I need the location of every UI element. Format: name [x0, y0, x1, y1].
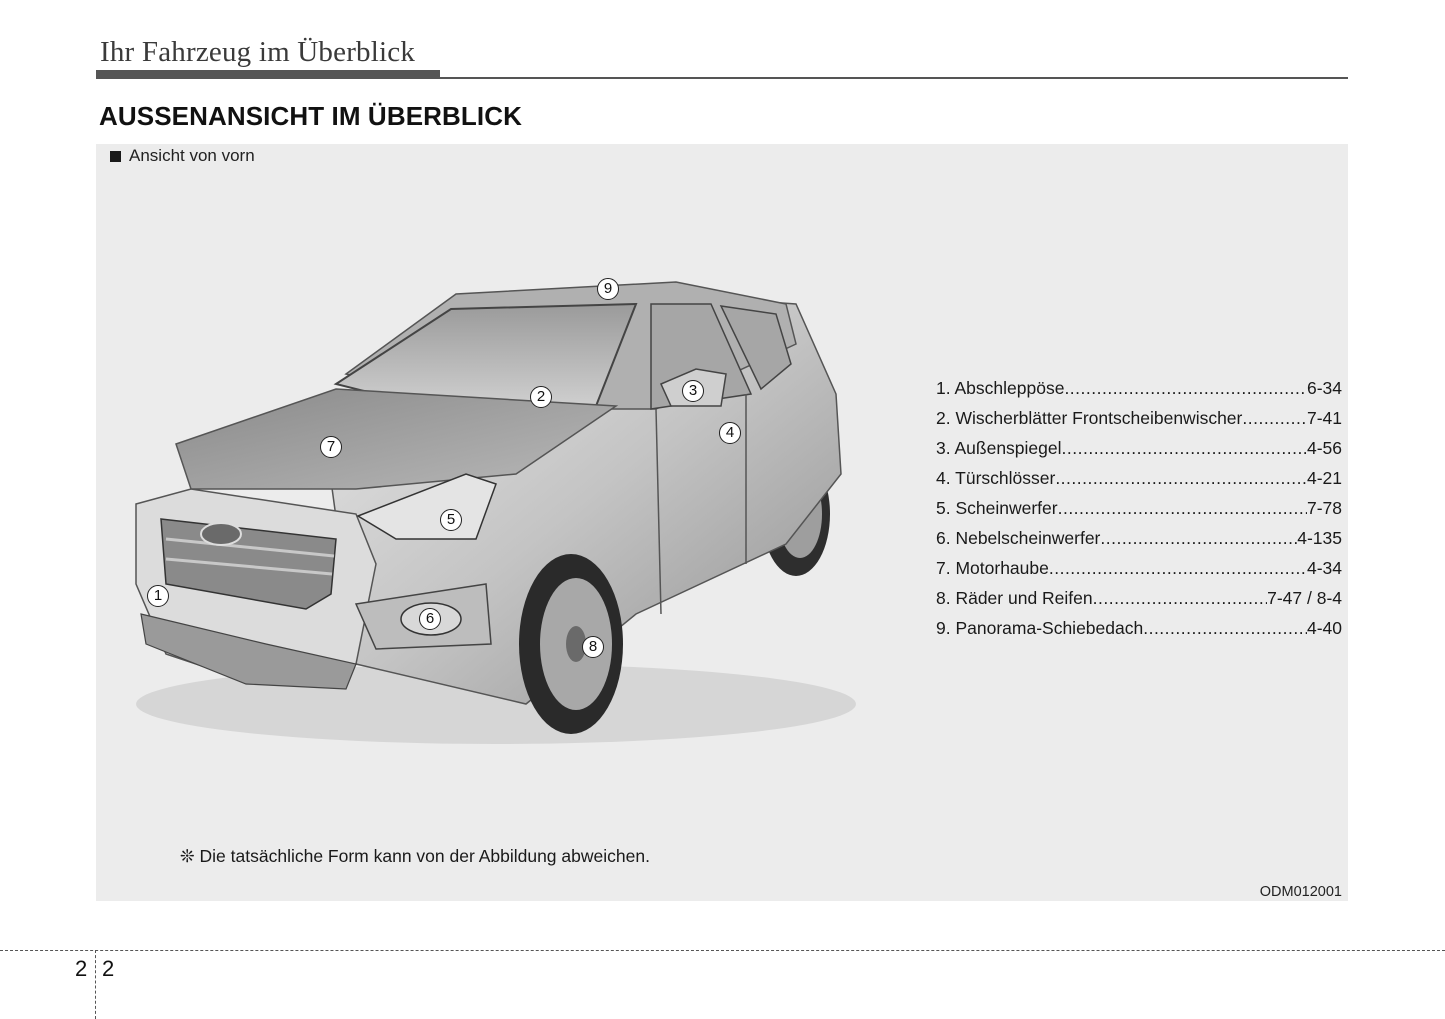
legend-item [936, 558, 1342, 588]
legend-label: 5. Scheinwerfer [936, 498, 1058, 518]
dot-leader [1058, 498, 1307, 519]
legend-label: 1. Abschleppöse [936, 378, 1065, 398]
legend-page-ref: 4-135 [1297, 528, 1342, 548]
legend-page-ref: 4-40 [1306, 618, 1342, 638]
legend-label: 2. Wischerblätter Frontscheibenwischer [936, 408, 1243, 428]
legend-item [936, 408, 1342, 438]
legend-item [936, 468, 1342, 498]
dot-leader [1055, 468, 1307, 489]
callout-9: 9 [597, 278, 619, 300]
legend-item [936, 378, 1342, 408]
legend-page-ref: 7-41 [1306, 408, 1342, 428]
callout-6: 6 [419, 608, 441, 630]
dot-leader [1049, 558, 1307, 579]
legend-label: 3. Außenspiegel [936, 438, 1062, 458]
header-rule-thin [440, 77, 1348, 79]
car-illustration [96, 144, 856, 764]
section-heading: AUSSENANSICHT IM ÜBERBLICK [99, 101, 522, 131]
chapter-title: Ihr Fahrzeug im Überblick [100, 36, 416, 68]
legend-label: 8. Räder und Reifen [936, 588, 1093, 608]
header-rule-thick [96, 70, 440, 79]
callout-5: 5 [440, 509, 462, 531]
legend-label: 7. Motorhaube [936, 558, 1049, 578]
dot-leader [1242, 408, 1307, 429]
legend-item [936, 618, 1342, 648]
footer-dashed-divider [95, 950, 96, 1019]
callout-1: 1 [147, 585, 169, 607]
legend-item [936, 498, 1342, 528]
footer-page-number: 2 [102, 956, 115, 981]
figure-code: ODM012001 [1259, 884, 1342, 900]
dot-leader [1143, 618, 1307, 639]
footer-chapter-number: 2 [75, 956, 88, 981]
legend-page-ref: 7-47 / 8-4 [1267, 588, 1342, 608]
callout-2: 2 [530, 386, 552, 408]
dot-leader [1093, 588, 1267, 609]
figure-panel [96, 144, 1348, 901]
disclaimer-note: ❊ Die tatsächliche Form kann von der Abbildung abweichen. [180, 846, 650, 866]
legend-item [936, 588, 1342, 618]
dot-leader [1062, 438, 1307, 459]
legend-label: 6. Nebelscheinwerfer [936, 528, 1101, 548]
legend-label: 9. Panorama-Schiebedach [936, 618, 1144, 638]
legend-page-ref: 4-21 [1306, 468, 1342, 488]
legend-label: 4. Türschlösser [936, 468, 1056, 488]
callout-7: 7 [320, 436, 342, 458]
component-legend [936, 378, 1342, 648]
callout-3: 3 [682, 380, 704, 402]
legend-page-ref: 4-56 [1306, 438, 1342, 458]
footer-dashed-rule [0, 950, 1445, 951]
callout-8: 8 [582, 636, 604, 658]
legend-page-ref: 4-34 [1306, 558, 1342, 578]
legend-item [936, 528, 1342, 558]
dot-leader [1100, 528, 1297, 549]
dot-leader [1064, 378, 1307, 399]
view-caption-text: Ansicht von vorn [129, 146, 255, 165]
legend-page-ref: 7-78 [1306, 498, 1342, 518]
callout-4: 4 [719, 422, 741, 444]
legend-page-ref: 6-34 [1306, 378, 1342, 398]
legend-item [936, 438, 1342, 468]
